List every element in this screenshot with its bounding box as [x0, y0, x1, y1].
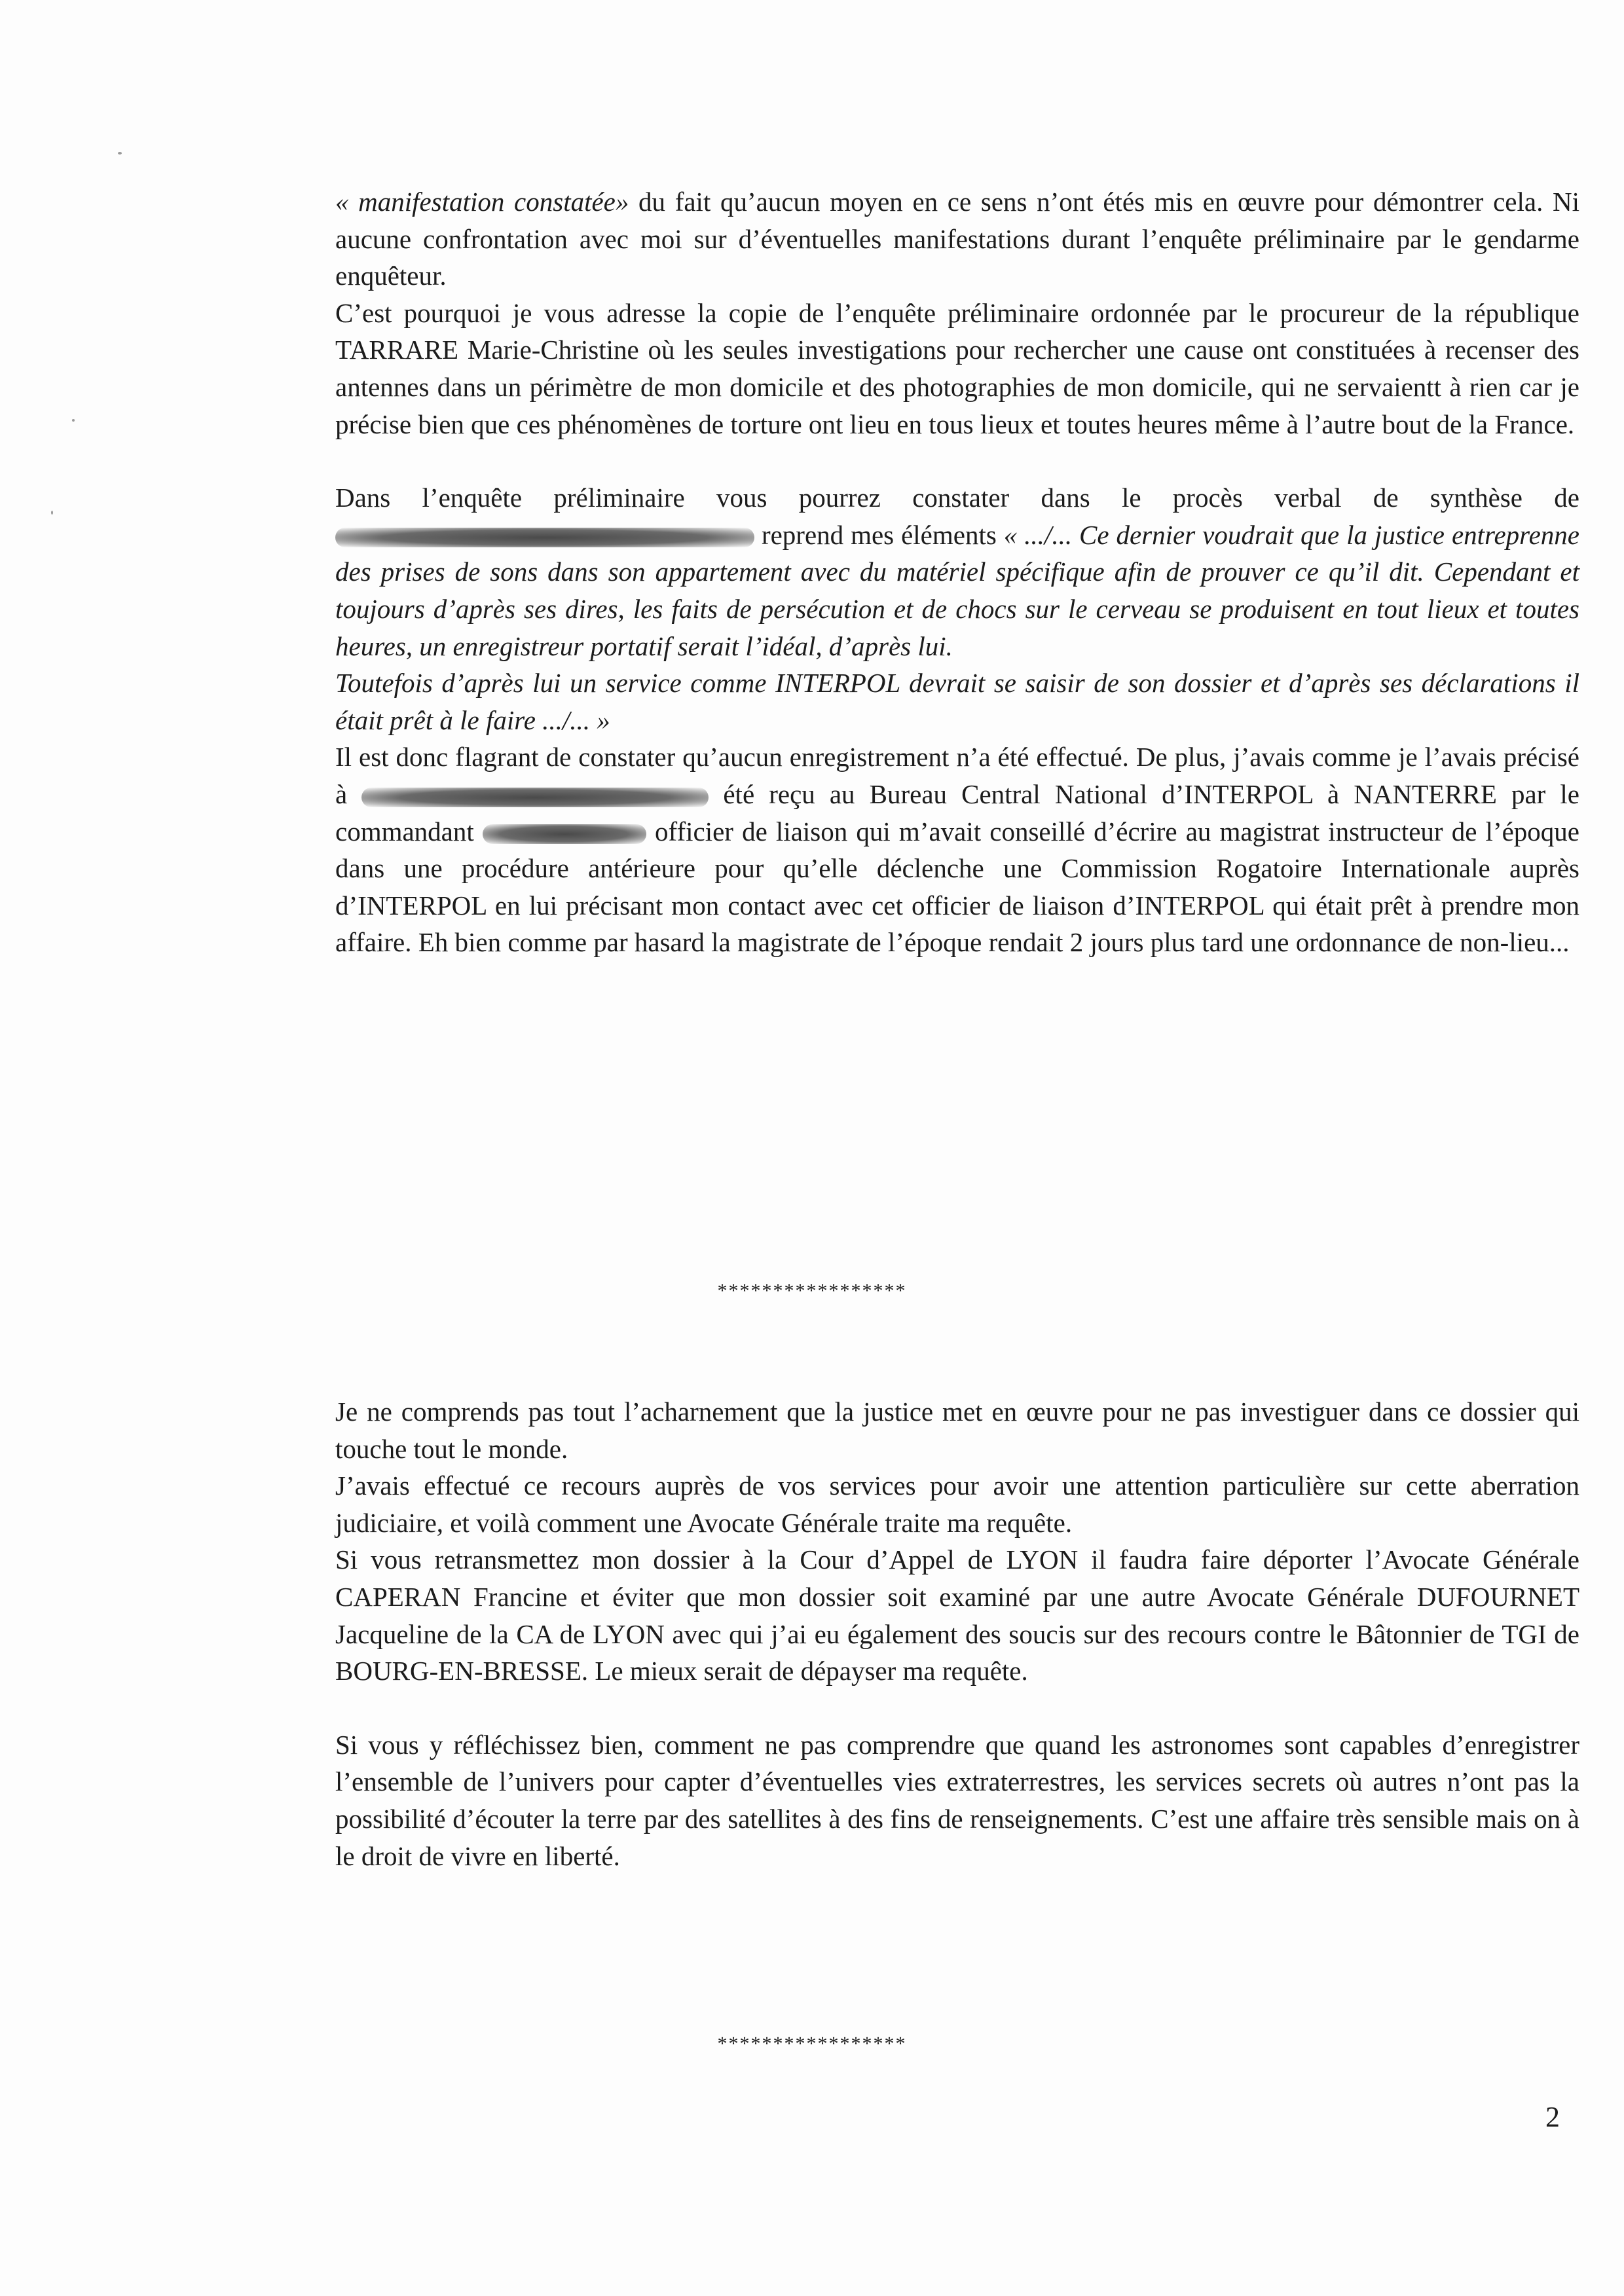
text: officier de liaison qui m’avait conseillé d’écrire au magistrat instructeur de l’époque dans une procédure antérieure pour qu’elle déclenche une Commission Rogatoire Internationale auprès d’INTERPOL en lui précisant mon contact avec cet officier de liaison d’INTERPOL qui était prêt à prendre mon affaire. Eh bien comme par hasard la magistrate de l’époque rendait 2 jours plus tard une ordonnance de non-lieu...	[335, 816, 1579, 958]
separator: *****************	[717, 2033, 907, 2054]
paragraph: Je ne comprends pas tout l’acharnement que la justice met en œuvre pour ne pas investiguer dans ce dossier qui touche tout le monde.	[335, 1396, 1579, 1464]
redaction-mark	[361, 788, 709, 807]
scan-speck	[72, 419, 75, 422]
text: Dans l’enquête préliminaire vous pourrez constater dans le procès verbal de synthèse de	[335, 483, 1579, 513]
quote-text: « manifestation constatée»	[335, 187, 629, 217]
body-text	[335, 183, 1579, 961]
text: reprend mes éléments	[754, 519, 1004, 550]
quote-paragraph: Toutefois d’après lui un service comme INTERPOL devrait se saisir de son dossier et d’après ses déclarations il était prêt à le faire .../... »	[335, 668, 1579, 735]
paragraph: C’est pourquoi je vous adresse la copie de l’enquête préliminaire ordonnée par le procureur de la république TARRARE Marie-Christine où les seules investigations pour rechercher une cause ont constituées à recenser des antennes dans un périmètre de mon domicile et des photographies de mon domicile, qui ne servaientt à rien car je précise bien que ces phénomènes de torture ont lieu en tous lieux et toutes heures même à l’autre bout de la France.	[335, 297, 1579, 439]
paragraph	[335, 183, 1579, 295]
paragraph: J’avais effectué ce recours auprès de vos services pour avoir une attention particulière sur cette aberration judiciaire, et voilà comment une Avocate Générale traite ma requête.	[335, 1470, 1579, 1538]
text: du fait qu’aucun moyen en ce sens n’ont étés mis en œuvre pour démontrer cela. Ni aucune confrontation avec moi sur d’éventuelles manifestations durant l’enquête préliminaire par le gendarme enquêteur.	[335, 187, 1579, 291]
paragraph: Si vous retransmettez mon dossier à la Cour d’Appel de LYON il faudra faire déporter l’Avocate Générale CAPERAN Francine et éviter que mon dossier soit examiné par une autre Avocate Générale DUFOURNET Jacqueline de la CA de LYON avec qui j’ai eu également des soucis sur des recours contre le Bâtonnier de TGI de BOURG-EN-BRESSE. Le mieux serait de dépayser ma requête.	[335, 1544, 1579, 1686]
paragraph	[335, 479, 1579, 665]
separator: *****************	[717, 1280, 907, 1302]
paragraph	[335, 738, 1579, 961]
quote-text: « .../... Ce dernier voudrait que la justice entreprenne des prises de sons dans son appartement avec du matériel spécifique afin de prouver ce qu’il dit. Cependant et toujours d’après ses dires, les faits de persécution et de chocs sur le cerveau se produisent en tout lieux et toutes heures, un enregistreur portatif serait l’idéal, d’après lui.	[335, 519, 1579, 661]
redaction-mark	[335, 528, 754, 547]
redaction-mark	[483, 824, 646, 844]
text: Il est donc flagrant de constater qu’aucun enregistrement n’a été effectué. De plus, j’avais comme je l’avais précisé à	[335, 742, 1579, 809]
paragraph: Si vous y réfléchissez bien, comment ne pas comprendre que quand les astronomes sont capables d’enregistrer l’ensemble de l’univers pour capter d’éventuelles vies extraterrestres, les services secrets où autres n’ont pas la possibilité d’écouter la terre par des satellites à des fins de renseignements. C’est une affaire très sensible mais on à le droit de vivre en liberté.	[335, 1729, 1579, 1871]
body-text	[335, 1393, 1579, 1874]
text: été reçu au Bureau Central National d’INTERPOL à NANTERRE par le commandant	[335, 778, 1579, 847]
scan-speck	[118, 152, 122, 155]
page-number: 2	[1545, 2101, 1560, 2133]
scan-speck	[51, 511, 53, 515]
